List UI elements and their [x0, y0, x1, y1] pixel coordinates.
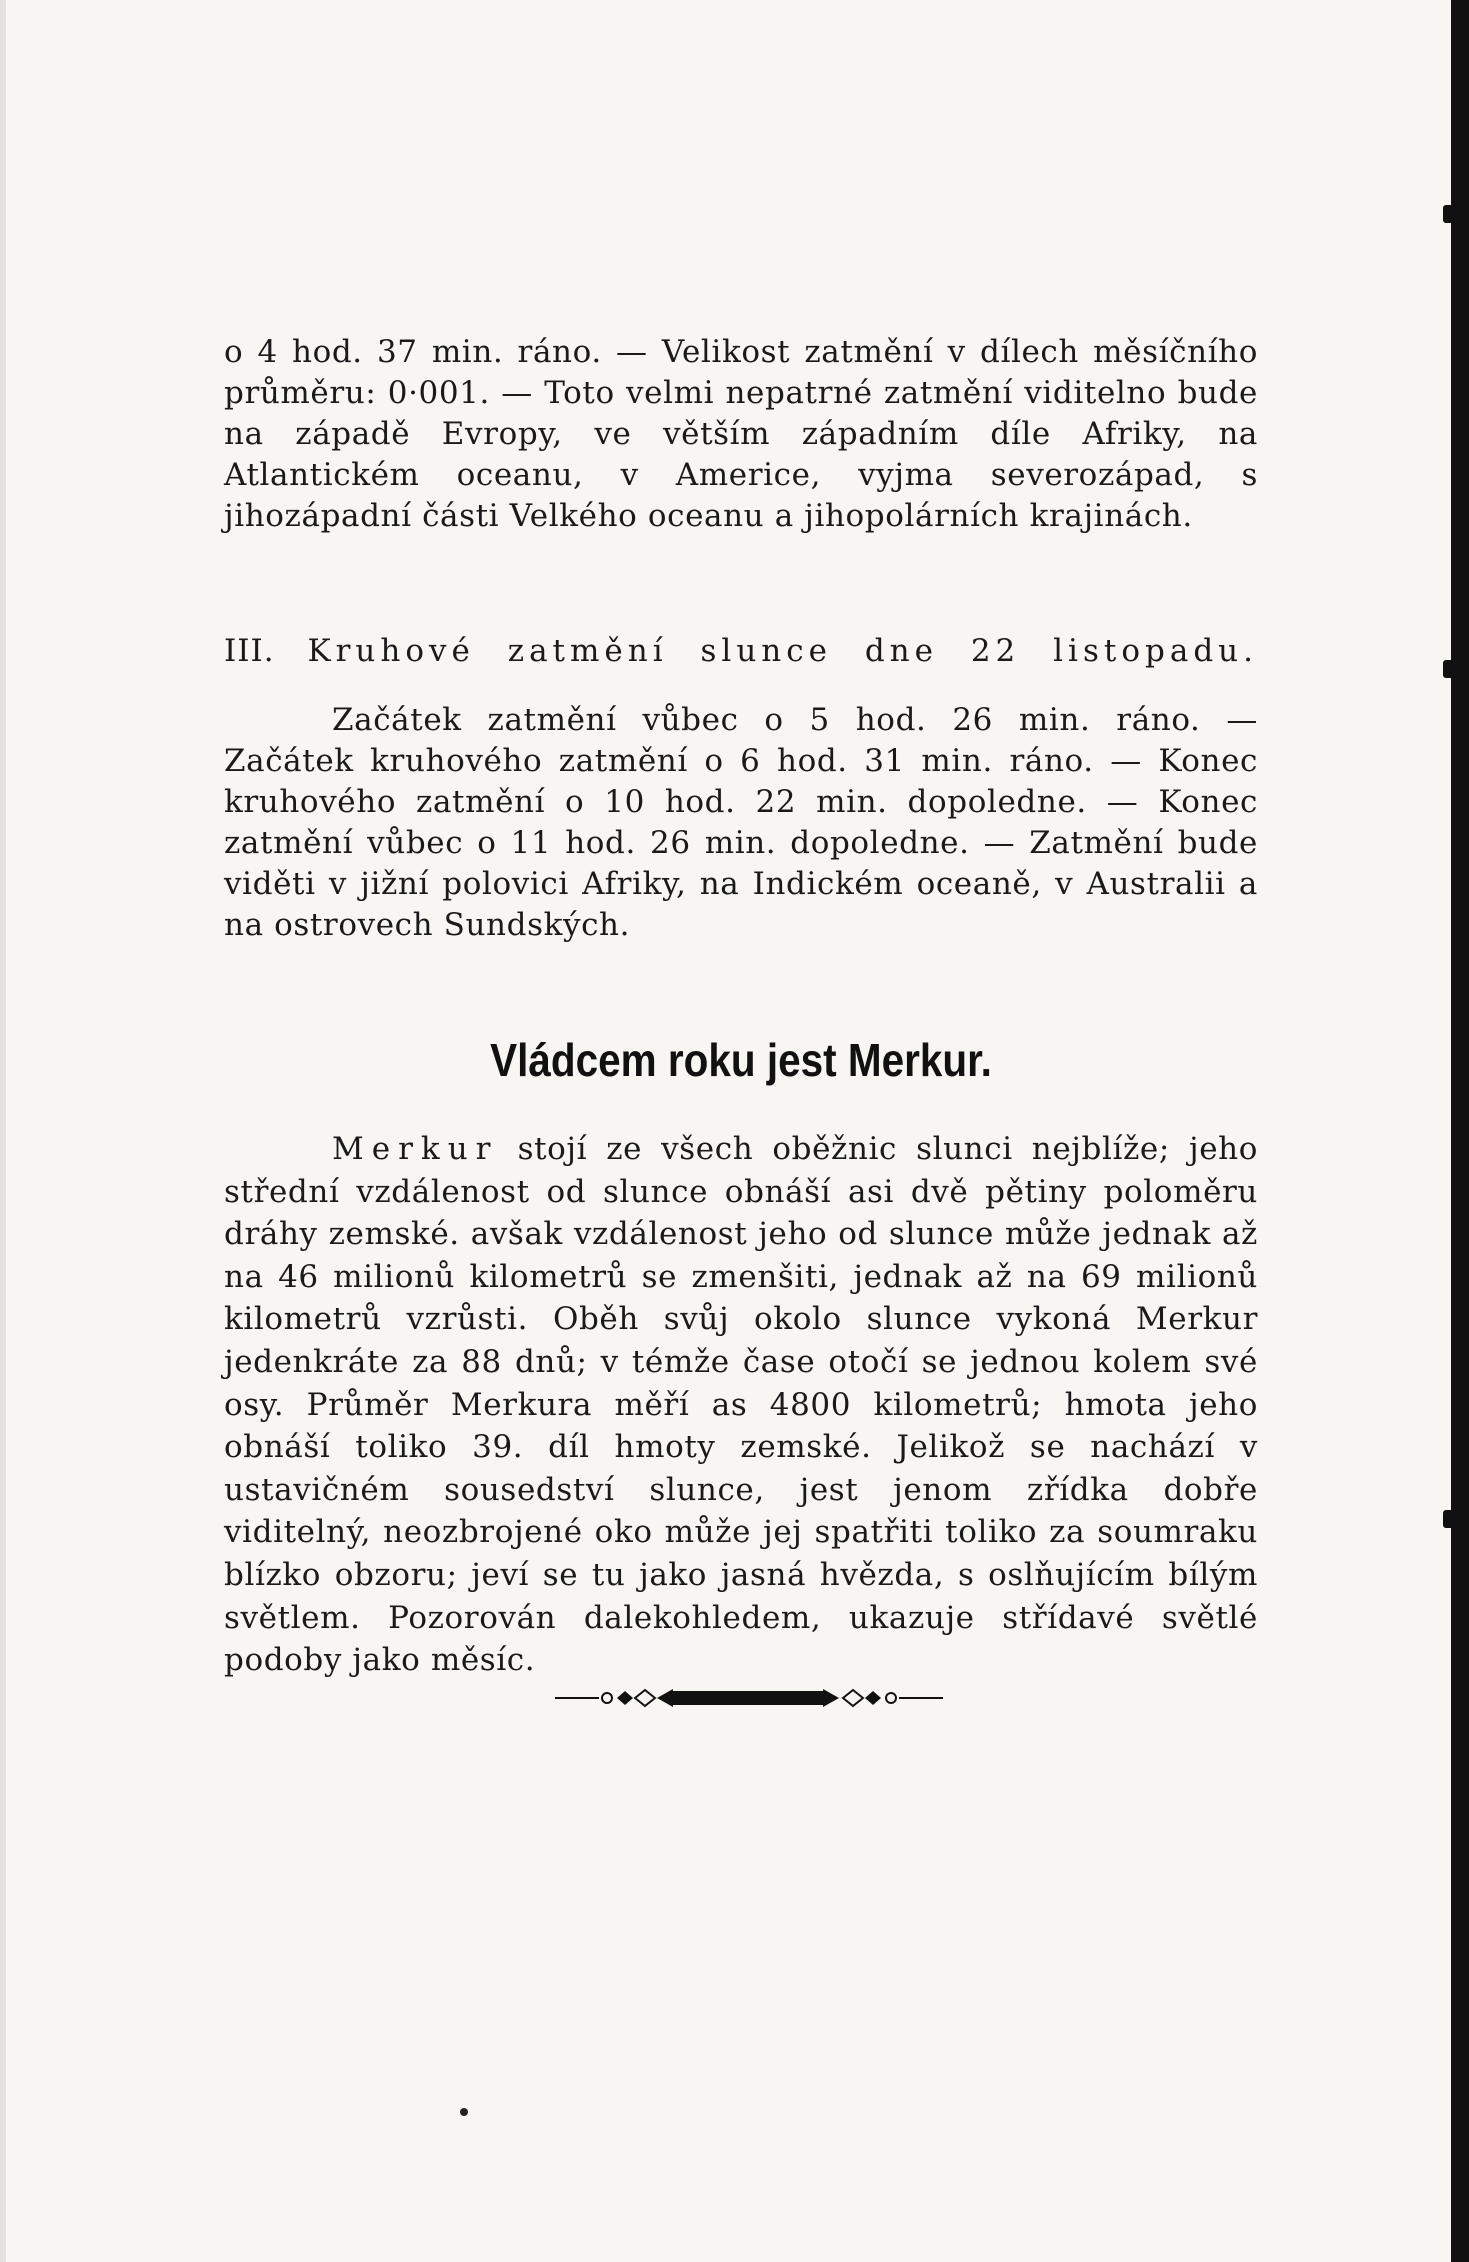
- page-left-edge: [0, 0, 6, 2262]
- merkur-title: Vládcem roku jest Merkur.: [490, 1034, 992, 1086]
- page-right-edge-shadow: [1451, 0, 1469, 2262]
- binding-mark: [1443, 660, 1459, 678]
- merkur-text: stojí ze všech oběžnic slunci nejblíže; jeho střední vzdálenost od slunce obnáší asi dvě pětiny poloměru dráhy zemské. avšak vzdálenost jeho od slunce může jednak až na 46 milionů kilometrů se zmenšiti, jednak až na 69 milionů kilometrů vzrůsti. Oběh svůj okolo slunce vykoná Merkur jedenkráte za 88 dnů; v témže čase otočí se jednou kolem své osy. Průměr Merkura měří as 4800 kilometrů; hmota jeho obnáší toliko 39. díl hmoty zemské. Jelikož se nachází v ustavičném sousedství slunce, jest jenom zřídka dobře viditelný, neozbrojené oko může jej spatřiti toliko za soumraku blízko obzoru; jeví se tu jako jasná hvězda, s oslňujícím bílým světlem. Pozorován dalekohledem, ukazuje střídavé světlé podoby jako měsíc.: [224, 1131, 1258, 1679]
- section-three-text: Začátek zatmění vůbec o 5 hod. 26 min. ráno. — Začátek kruhového zatmění o 6 hod. 31 min. ráno. — Konec kruhového zatmění o 10 hod. 22 min. dopoledne. — Konec zatmění vůbec o 11 hod. 26 min. dopoledne. — Zatmění bude viděti v jižní polovici Afriky, na Indickém oceaně, v Australii a na ostrovech Sundských.: [224, 702, 1258, 943]
- ornament-divider-icon: [555, 1685, 943, 1711]
- section-number: III.: [224, 633, 275, 669]
- section-three: [224, 631, 1258, 946]
- binding-mark: [1443, 1510, 1459, 1528]
- section-heading-text: Kruhové zatmění slunce dne 22 listopadu.: [307, 633, 1258, 669]
- merkur-paragraph: [224, 1128, 1258, 1682]
- continuation-paragraph: [224, 332, 1258, 537]
- binding-mark: [1443, 205, 1459, 223]
- continuation-text: o 4 hod. 37 min. ráno. — Velikost zatmění v dílech měsíčního průměru: 0·001. — Toto velmi nepatrné zatmění viditelno bude na západě Evropy, ve větším západním díle Afriky, na Atlantickém oceanu, v Americe, vyjma severozápad, s jihozápadní části Velkého oceanu a jihopolárních krajinách.: [224, 334, 1258, 534]
- merkur-body: [224, 1128, 1258, 1682]
- merkur-lead-word: Merkur: [332, 1131, 499, 1167]
- ink-speck: [460, 2108, 468, 2116]
- section-heading: [224, 631, 1258, 672]
